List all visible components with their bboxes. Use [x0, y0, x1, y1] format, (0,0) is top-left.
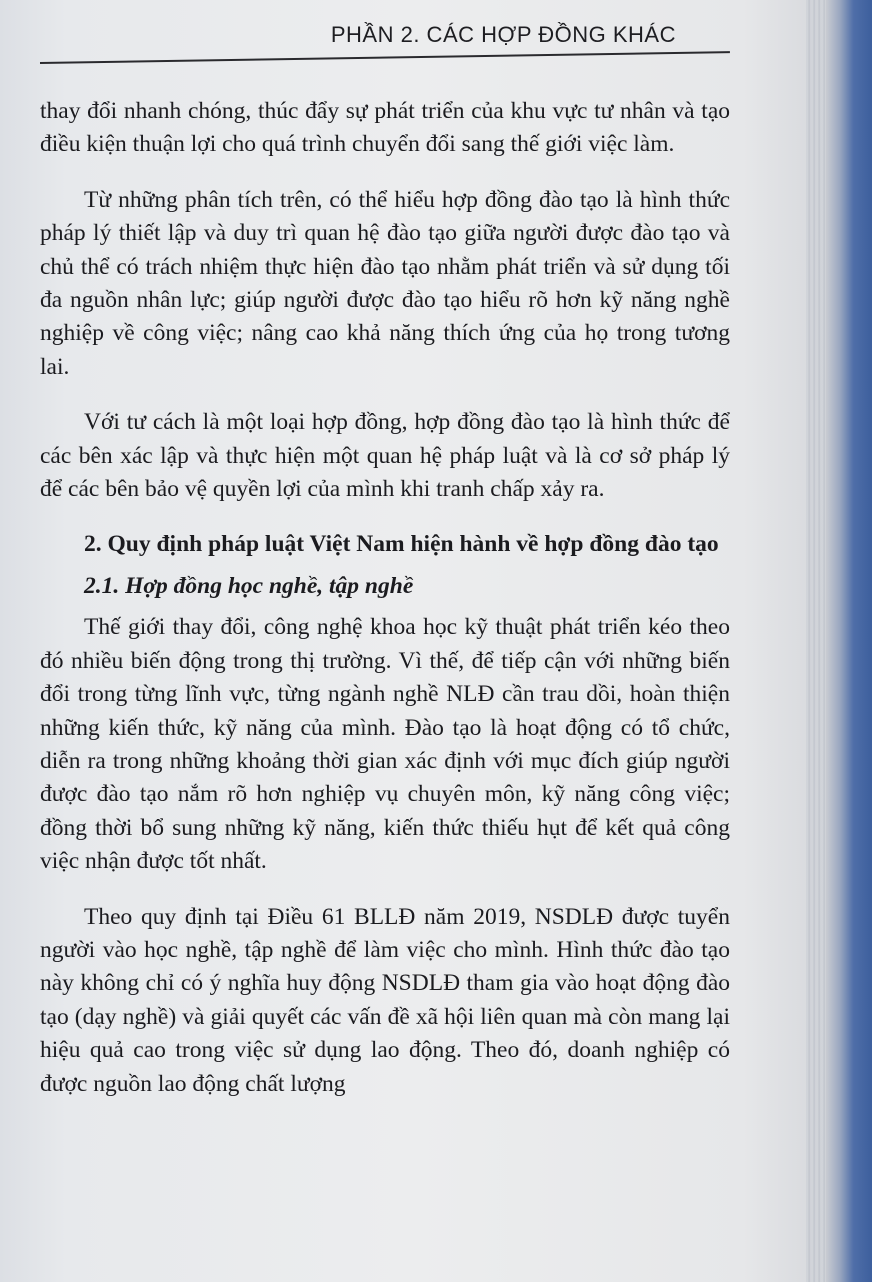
section-heading-2-1: 2.1. Hợp đồng học nghề, tập nghề: [84, 572, 414, 599]
page-body: [40, 95, 730, 1123]
page-stack-edge: [806, 0, 826, 1282]
paragraph-3: Với tư cách là một loại hợp đồng, hợp đồng đào tạo là hình thức để các bên xác lập và thực hiện một quan hệ pháp luật và là cơ sở pháp lý để các bên bảo vệ quyền lợi của mình khi tranh chấp xảy ra.: [40, 409, 730, 503]
paragraph-1: thay đổi nhanh chóng, thúc đẩy sự phát triển của khu vực tư nhân và tạo điều kiện thuận lợi cho quá trình chuyển đổi sang thế giới việc làm.: [40, 98, 730, 158]
header-rule: [40, 51, 730, 64]
paragraph-2: Từ những phân tích trên, có thể hiểu hợp đồng đào tạo là hình thức pháp lý thiết lập và duy trì quan hệ đào tạo giữa người được đào tạo và chủ thể có trách nhiệm thực hiện đào tạo nhằm phát triển và sử dụng tối đa nguồn nhân lực; giúp người được đào tạo hiểu rõ hơn kỹ năng nghề nghiệp về công việc; nâng cao khả năng thích ứng của họ trong tương lai.: [40, 186, 730, 380]
paragraph-4: Thế giới thay đổi, công nghệ khoa học kỹ thuật phát triển kéo theo đó nhiều biến động trong thị trường. Vì thế, để tiếp cận với những biến đổi trong từng lĩnh vực, từng ngành nghề NLĐ cần trau dồi, hoàn thiện những kiến thức, kỹ năng của mình. Đào tạo là hoạt động có tổ chức, diễn ra trong những khoảng thời gian xác định với mục đích giúp người được đào tạo nắm rõ hơn nghiệp vụ chuyên môn, kỹ năng công việc; đồng thời bổ sung những kỹ năng, kiến thức thiếu hụt để kết quả công việc nhận được tốt nhất.: [40, 614, 730, 875]
running-header: PHẦN 2. CÁC HỢP ĐỒNG KHÁC: [330, 22, 676, 47]
section-heading-2: 2. Quy định pháp luật Việt Nam hiện hành về hợp đồng đào tạo: [84, 531, 719, 558]
book-cover-edge: [826, 0, 872, 1282]
paragraph-5: Theo quy định tại Điều 61 BLLĐ năm 2019, NSDLĐ được tuyển người vào học nghề, tập nghề để làm việc cho mình. Hình thức đào tạo này không chỉ có ý nghĩa huy động NSDLĐ tham gia vào hoạt động đào tạo (dạy nghề) và giải quyết các vấn đề xã hội liên quan mà còn mang lại hiệu quả cao trong việc sử dụng lao động. Theo đó, doanh nghiệp có được nguồn lao động chất lượng: [40, 903, 730, 1097]
